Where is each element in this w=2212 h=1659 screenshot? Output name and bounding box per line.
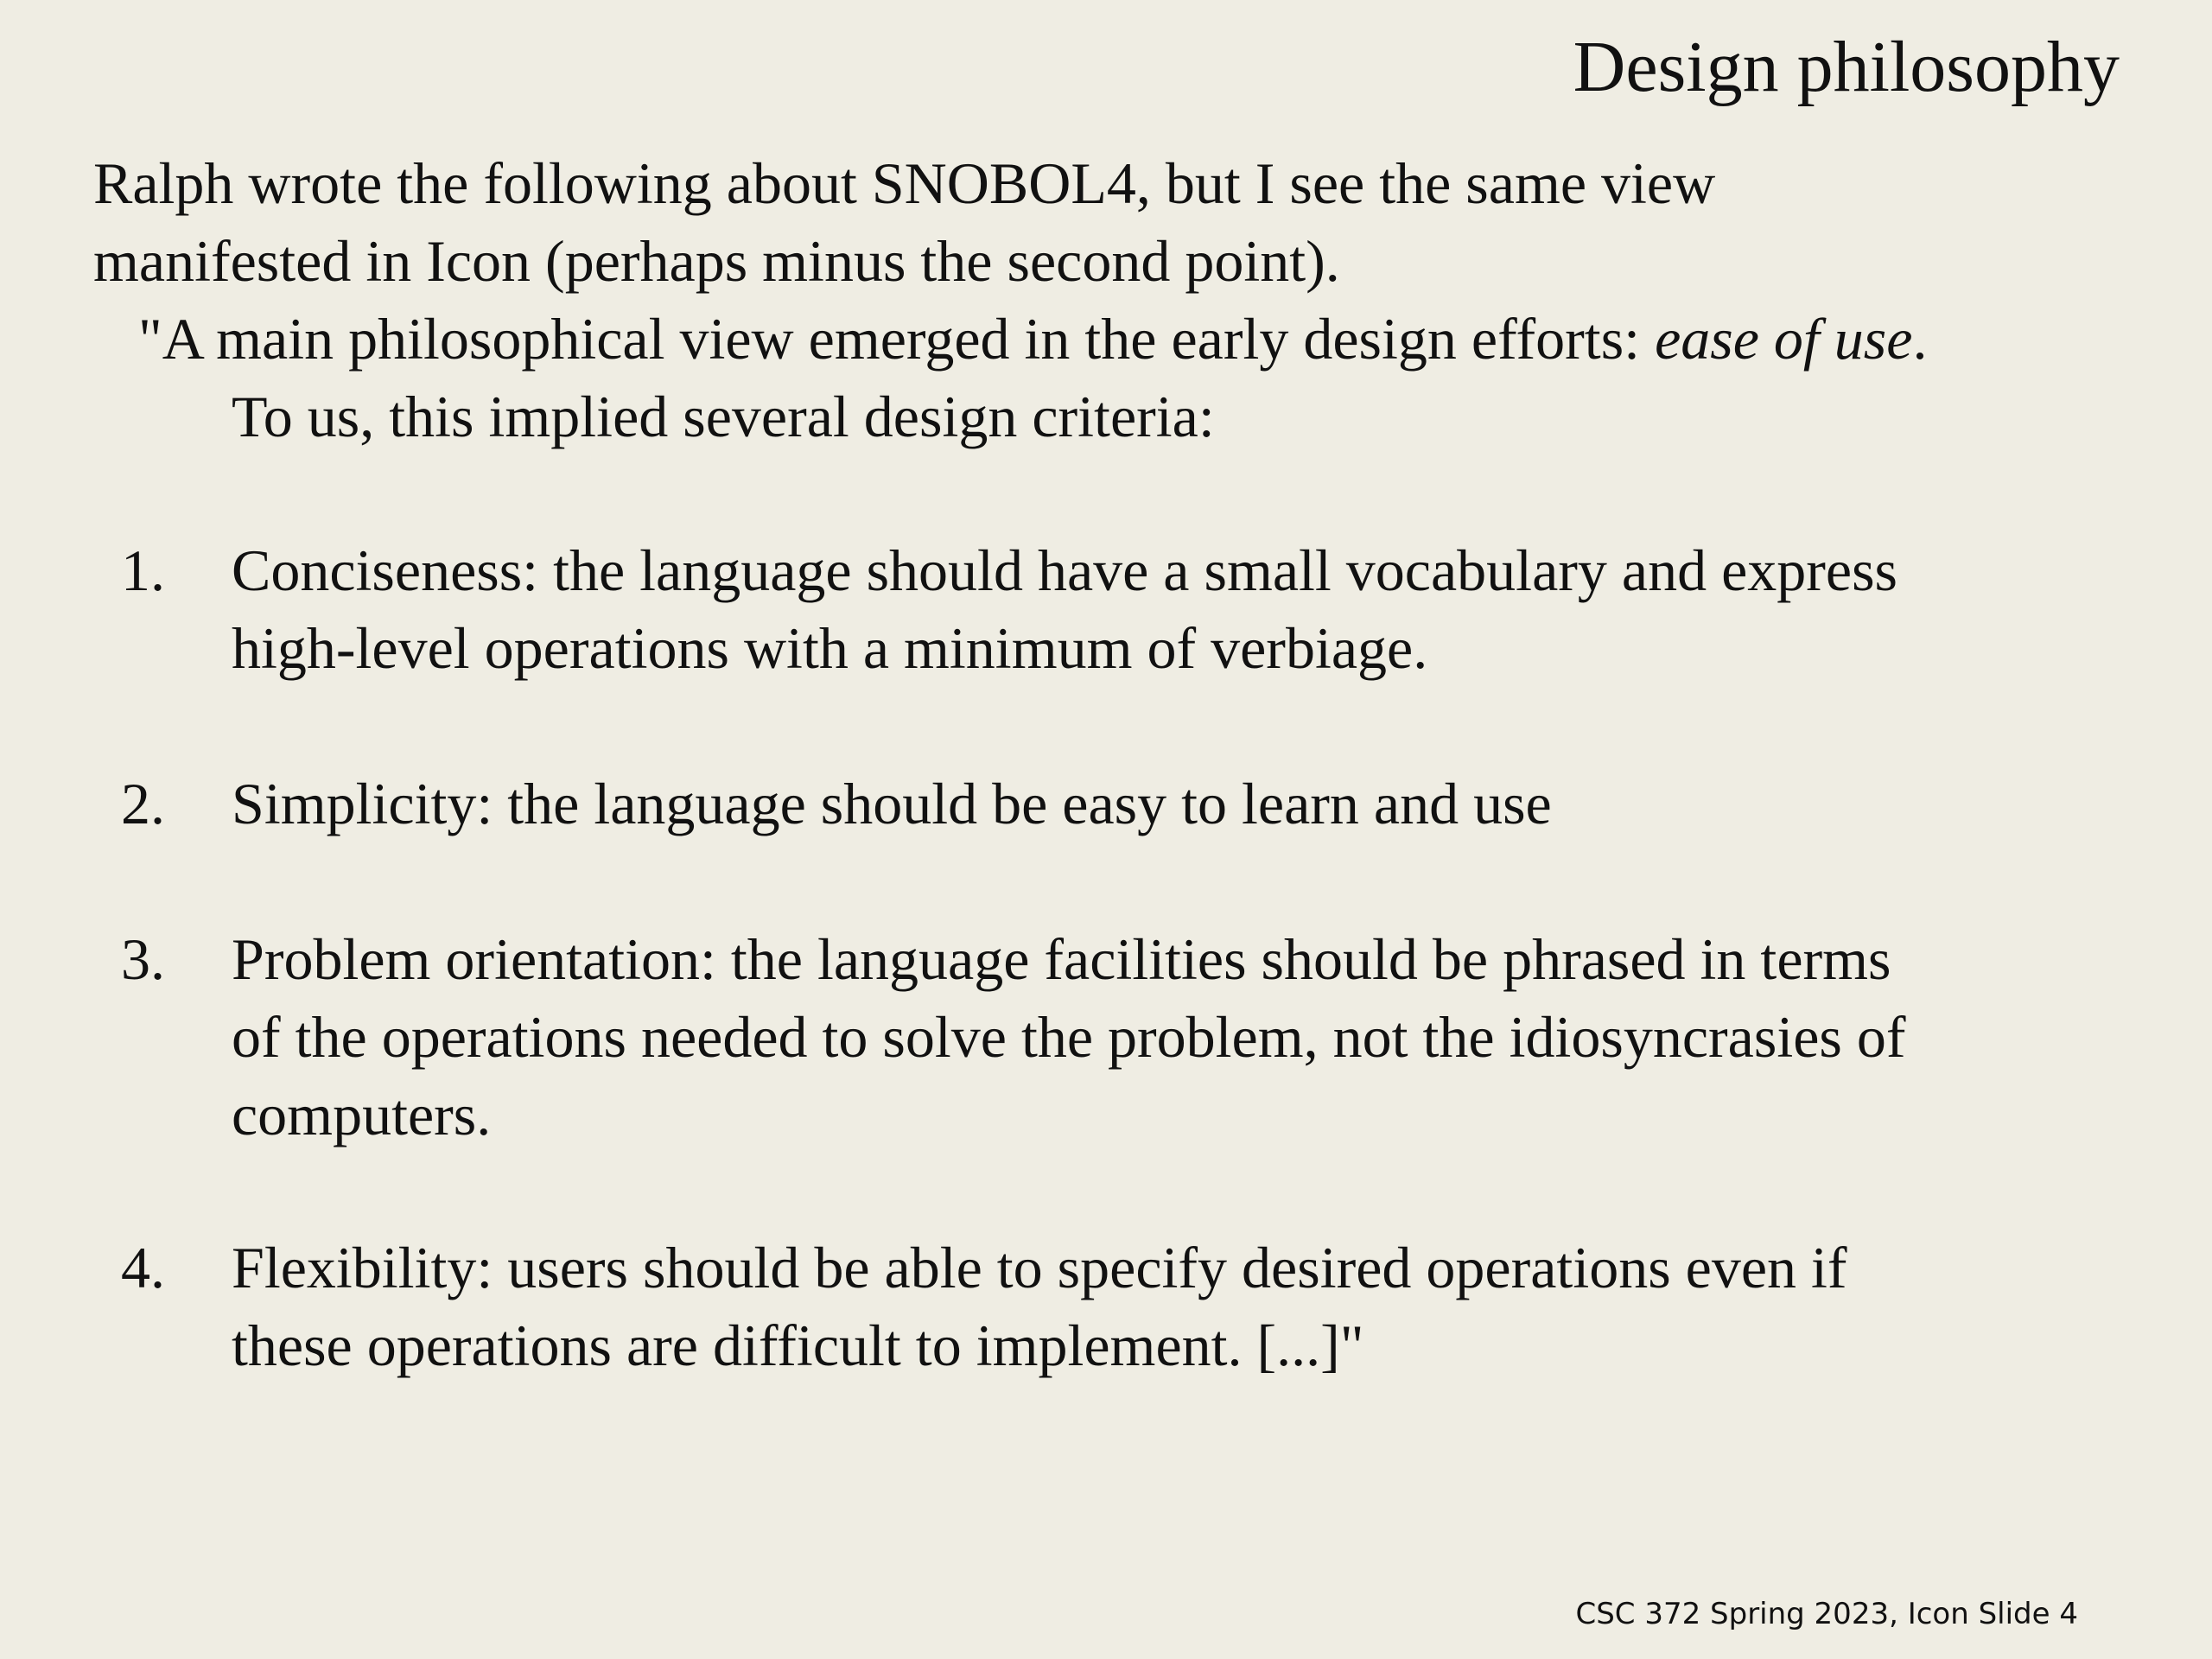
criteria-line: Flexibility: users should be able to specify desired operations even if xyxy=(232,1235,1847,1300)
criteria-number: 3. xyxy=(121,926,165,992)
criteria-text xyxy=(232,920,1906,1154)
criteria-line: of the operations needed to solve the problem, not the idiosyncrasies of xyxy=(232,1004,1906,1070)
criteria-text xyxy=(232,765,1552,842)
criteria-line: Conciseness: the language should have a small vocabulary and express xyxy=(232,537,1898,603)
criteria-line: high-level operations with a minimum of verbiage. xyxy=(232,615,1428,681)
quote-line-1-start: "A main philosophical view emerged in the early design efforts: xyxy=(138,306,1656,372)
quote-line-1-end: . xyxy=(1912,306,1928,372)
criteria-text xyxy=(232,531,1897,687)
quote-line-1 xyxy=(138,300,1927,378)
criteria-number: 1. xyxy=(121,537,165,603)
intro-paragraph xyxy=(93,144,1715,300)
criteria-line: these operations are difficult to implement. [...]" xyxy=(232,1313,1364,1378)
quote-emphasis: ease of use xyxy=(1655,306,1913,372)
quote-line-2: To us, this implied several design criteria: xyxy=(232,384,1215,449)
criteria-line: Simplicity: the language should be easy to learn and use xyxy=(232,771,1552,836)
criteria-text xyxy=(232,1229,1847,1384)
intro-line-2: manifested in Icon (perhaps minus the second point). xyxy=(93,228,1340,294)
slide-title: Design philosophy xyxy=(1573,27,2120,107)
criteria-number: 4. xyxy=(121,1235,165,1300)
criteria-line: Problem orientation: the language facilities should be phrased in terms xyxy=(232,926,1891,992)
intro-line-1: Ralph wrote the following about SNOBOL4, but I see the same view xyxy=(93,150,1716,216)
criteria-line: computers. xyxy=(232,1082,492,1147)
slide-footer: CSC 372 Spring 2023, Icon Slide 4 xyxy=(1575,1597,2078,1631)
criteria-number: 2. xyxy=(121,771,165,836)
